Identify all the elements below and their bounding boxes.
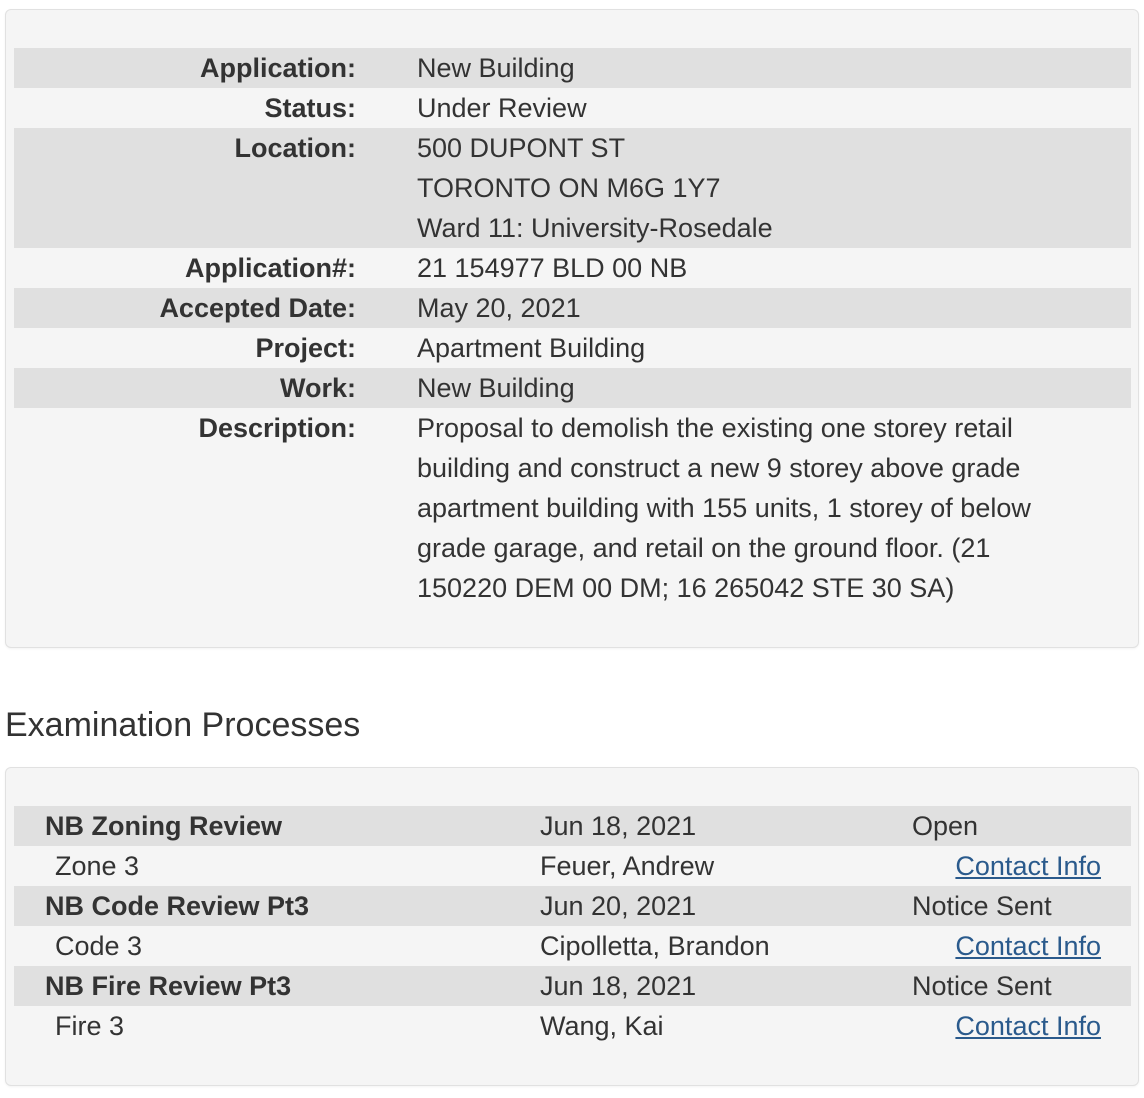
location-ward: Ward 11: University-Rosedale	[417, 213, 773, 243]
application-details-table	[14, 48, 1131, 608]
detail-row-project	[14, 328, 1131, 368]
examiner-group: Fire 3	[55, 1011, 125, 1041]
examination-processes-heading: Examination Processes	[5, 706, 361, 744]
detail-label: Project:	[255, 333, 356, 363]
contact-info-link[interactable]: Contact Info	[955, 931, 1101, 961]
description-line: building and construct a new 9 storey above grade	[417, 453, 1021, 483]
description-line: grade garage, and retail on the ground floor. (21	[417, 533, 991, 563]
description-line: apartment building with 155 units, 1 storey of below	[417, 493, 1031, 523]
description-line: Proposal to demolish the existing one storey retail	[417, 413, 1013, 443]
status-value: Under Review	[417, 93, 587, 123]
process-name: NB Zoning Review	[45, 811, 283, 841]
detail-row-accepted-date	[14, 288, 1131, 328]
detail-value	[356, 408, 1131, 608]
detail-label: Location:	[234, 133, 356, 163]
detail-label: Description:	[198, 413, 356, 443]
process-row	[14, 886, 1131, 926]
application-details-panel	[5, 9, 1139, 648]
detail-row-description	[14, 408, 1131, 608]
process-name: NB Fire Review Pt3	[45, 971, 292, 1001]
description-line: 150220 DEM 00 DM; 16 265042 STE 30 SA)	[417, 573, 955, 603]
detail-value	[356, 288, 1131, 328]
examination-processes-panel	[5, 767, 1139, 1086]
detail-label: Accepted Date:	[159, 293, 356, 323]
process-status: Notice Sent	[912, 971, 1052, 1001]
detail-value	[356, 368, 1131, 408]
contact-info-cell	[912, 926, 1131, 966]
process-date: Jun 18, 2021	[540, 811, 697, 841]
process-date: Jun 18, 2021	[540, 971, 697, 1001]
examiner-row	[14, 846, 1131, 886]
process-status: Notice Sent	[912, 891, 1052, 921]
contact-info-cell	[912, 846, 1131, 886]
application-type-value: New Building	[417, 53, 575, 83]
detail-label: Application#:	[184, 253, 356, 283]
detail-value	[356, 248, 1131, 288]
detail-row-location	[14, 128, 1131, 248]
detail-value	[356, 48, 1131, 88]
detail-row-application-number	[14, 248, 1131, 288]
detail-row-status	[14, 88, 1131, 128]
contact-info-link[interactable]: Contact Info	[955, 1011, 1101, 1041]
location-street: 500 DUPONT ST	[417, 133, 626, 163]
examiner-group: Zone 3	[55, 851, 140, 881]
detail-value	[356, 328, 1131, 368]
examiner-row	[14, 926, 1131, 966]
application-number-value: 21 154977 BLD 00 NB	[417, 253, 688, 283]
examiner-row	[14, 1006, 1131, 1046]
examiner-name: Wang, Kai	[540, 1011, 664, 1041]
work-value: New Building	[417, 373, 575, 403]
detail-label: Application:	[200, 53, 356, 83]
detail-row-application	[14, 48, 1131, 88]
detail-value	[356, 128, 1131, 248]
detail-row-work	[14, 368, 1131, 408]
process-row	[14, 806, 1131, 846]
examiner-name: Feuer, Andrew	[540, 851, 715, 881]
contact-info-cell	[912, 1006, 1131, 1046]
examiner-group: Code 3	[55, 931, 143, 961]
detail-label: Status:	[264, 93, 356, 123]
accepted-date-value: May 20, 2021	[417, 293, 581, 323]
examiner-name: Cipolletta, Brandon	[540, 931, 770, 961]
project-value: Apartment Building	[417, 333, 646, 363]
process-status: Open	[912, 811, 979, 841]
examination-processes-table	[14, 806, 1131, 1046]
detail-value	[356, 88, 1131, 128]
detail-label: Work:	[279, 373, 356, 403]
process-name: NB Code Review Pt3	[45, 891, 310, 921]
location-city: TORONTO ON M6G 1Y7	[417, 173, 721, 203]
process-date: Jun 20, 2021	[540, 891, 697, 921]
contact-info-link[interactable]: Contact Info	[955, 851, 1101, 881]
process-row	[14, 966, 1131, 1006]
